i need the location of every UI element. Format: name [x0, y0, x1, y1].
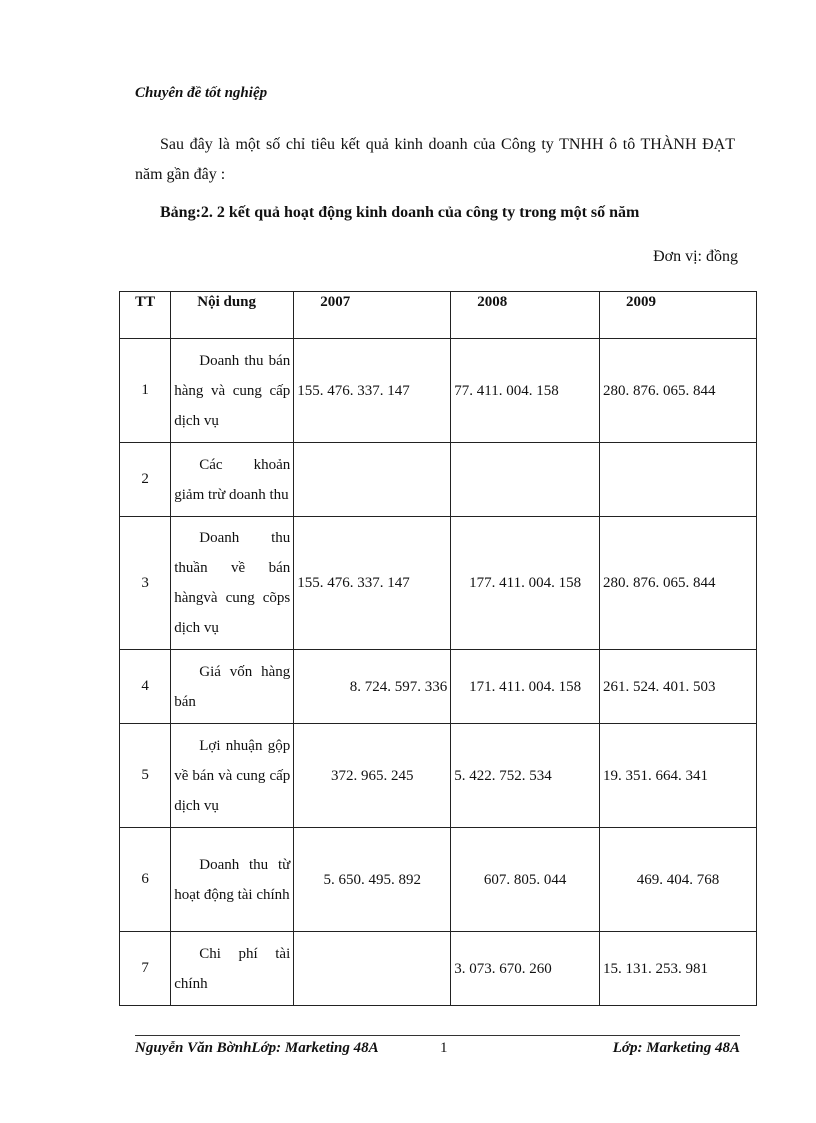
value-2008: 77. 411. 004. 158 [451, 339, 600, 443]
row-number: 2 [120, 443, 171, 517]
page-number: 1 [440, 1040, 448, 1056]
row-content [171, 443, 294, 517]
row-content [171, 828, 294, 932]
value-2009: 280. 876. 065. 844 [599, 517, 756, 650]
table-row [120, 443, 757, 517]
table-row [120, 932, 757, 1006]
value-2008: 607. 805. 044 [451, 828, 600, 932]
row-content [171, 932, 294, 1006]
row-content-text: Doanh thu từ hoạt động tài chính [174, 856, 291, 903]
value-2009: 280. 876. 065. 844 [599, 339, 756, 443]
table-header-row [120, 292, 757, 339]
business-results-table [119, 291, 757, 1006]
value-2007: 372. 965. 245 [294, 724, 451, 828]
footer-class: Lớp: Marketing 48A [612, 1040, 740, 1056]
table-row [120, 724, 757, 828]
row-number: 7 [120, 932, 171, 1006]
row-content-text: Doanh thu bán hàng và cung cấp dịch vụ [174, 352, 291, 429]
value-2009: 19. 351. 664. 341 [599, 724, 756, 828]
table-row [120, 650, 757, 724]
header-content: Nội dung [171, 292, 294, 339]
row-number: 5 [120, 724, 171, 828]
value-2007 [294, 443, 451, 517]
row-number: 6 [120, 828, 171, 932]
value-2007 [294, 932, 451, 1006]
value-2008: 171. 411. 004. 158 [451, 650, 600, 724]
header-2008: 2008 [451, 292, 600, 339]
row-number: 4 [120, 650, 171, 724]
value-2009 [599, 443, 756, 517]
table-row [120, 517, 757, 650]
row-content-text: Lợi nhuận gộp về bán và cung cấp dịch vụ [174, 737, 291, 814]
row-number: 1 [120, 339, 171, 443]
row-content [171, 339, 294, 443]
footer-author-class: Nguyễn Văn BờnhLớp: Marketing 48A [135, 1040, 379, 1056]
row-content-text: Các khoản giảm trừ doanh thu [174, 456, 291, 503]
row-content [171, 724, 294, 828]
value-2008 [451, 443, 600, 517]
value-2007: 155. 476. 337. 147 [294, 339, 451, 443]
value-2008: 177. 411. 004. 158 [451, 517, 600, 650]
table-caption: Bảng:2. 2 kết quả hoạt động kinh doanh của công ty trong một số năm [160, 204, 640, 221]
value-2007: 5. 650. 495. 892 [294, 828, 451, 932]
value-2007: 155. 476. 337. 147 [294, 517, 451, 650]
row-number: 3 [120, 517, 171, 650]
row-content-text: Chi phí tài chính [174, 945, 291, 992]
header-2009: 2009 [599, 292, 756, 339]
value-2009: 15. 131. 253. 981 [599, 932, 756, 1006]
value-2009: 261. 524. 401. 503 [599, 650, 756, 724]
row-content [171, 517, 294, 650]
row-content-text: Doanh thu thuần về bán hàngvà cung cõps dịch vụ [174, 530, 291, 636]
table-row [120, 828, 757, 932]
intro-paragraph: Sau đây là một số chỉ tiêu kết quả kinh doanh của Công ty TNHH ô tô THÀNH ĐẠT năm gần đây : [135, 136, 735, 183]
document-header-title: Chuyên đề tốt nghiệp [135, 85, 268, 101]
unit-label: Đơn vị: đồng [653, 248, 738, 265]
header-2007: 2007 [294, 292, 451, 339]
row-content-text: Giá vốn hàng bán [174, 663, 291, 710]
table-row [120, 339, 757, 443]
row-content [171, 650, 294, 724]
value-2008: 5. 422. 752. 534 [451, 724, 600, 828]
footer-divider [135, 1035, 740, 1036]
value-2008: 3. 073. 670. 260 [451, 932, 600, 1006]
value-2009: 469. 404. 768 [599, 828, 756, 932]
header-tt: TT [120, 292, 171, 339]
value-2007: 8. 724. 597. 336 [294, 650, 451, 724]
